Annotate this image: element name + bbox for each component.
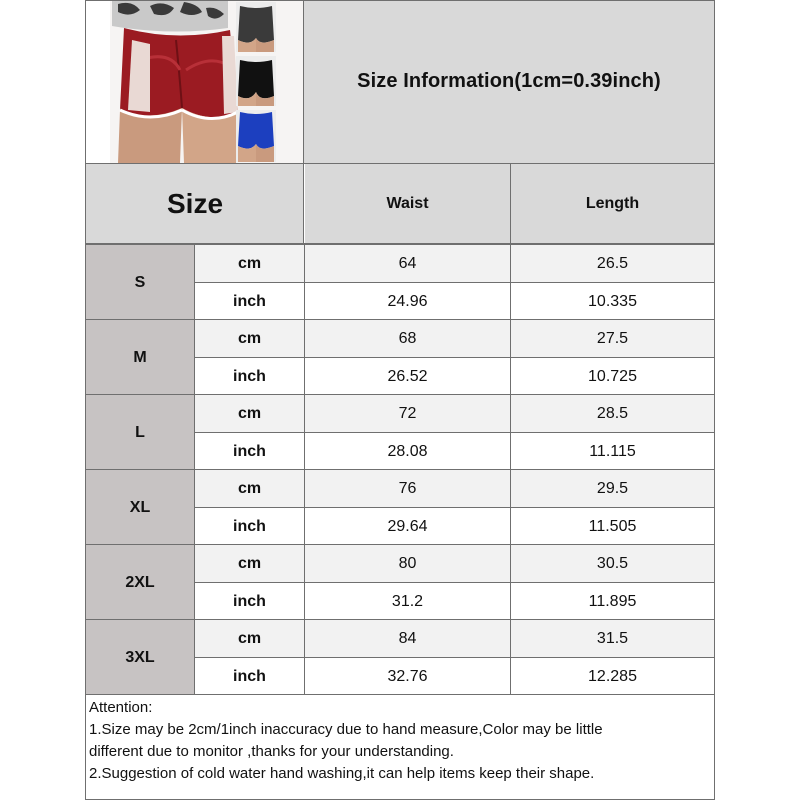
waist-value: 72	[305, 395, 510, 432]
unit-label: cm	[195, 245, 304, 282]
waist-value: 28.08	[305, 433, 510, 470]
unit-label: inch	[195, 283, 304, 320]
note-line-2: 2.Suggestion of cold water hand washing,it can help items keep their shape.	[89, 765, 595, 782]
shorts-illustration	[110, 0, 303, 163]
grid-line	[85, 469, 715, 470]
length-value: 27.5	[511, 320, 714, 357]
header-waist: Waist	[305, 164, 510, 243]
grid-line	[85, 319, 715, 320]
notes-heading: Attention:	[89, 699, 153, 716]
waist-value: 64	[305, 245, 510, 282]
header-length: Length	[511, 164, 714, 243]
note-line-1b: different due to monitor ,thanks for your understanding.	[89, 743, 454, 760]
grid-line	[85, 394, 715, 395]
waist-value: 31.2	[305, 583, 510, 620]
grid-line	[85, 0, 715, 1]
length-value: 11.895	[511, 583, 714, 620]
title-cell	[304, 0, 714, 163]
grid-line	[303, 0, 304, 244]
grid-line	[85, 694, 715, 695]
grid-line	[510, 163, 511, 694]
note-line-1a: 1.Size may be 2cm/1inch inaccuracy due to hand measure,Color may be little	[89, 721, 603, 738]
attention-notes	[89, 697, 713, 785]
unit-label: inch	[195, 433, 304, 470]
length-value: 11.505	[511, 508, 714, 545]
waist-value: 29.64	[305, 508, 510, 545]
grid-line	[194, 582, 715, 583]
product-photo	[110, 0, 303, 163]
length-value: 10.335	[511, 283, 714, 320]
waist-value: 76	[305, 470, 510, 507]
waist-value: 32.76	[305, 658, 510, 695]
grid-line	[194, 507, 715, 508]
grid-line	[85, 619, 715, 620]
size-label: S	[86, 245, 194, 320]
waist-value: 24.96	[305, 283, 510, 320]
length-value: 11.115	[511, 433, 714, 470]
header-size-label: Size	[166, 187, 224, 219]
size-label: 2XL	[86, 545, 194, 620]
unit-label: inch	[195, 658, 304, 695]
unit-label: cm	[195, 395, 304, 432]
grid-line	[194, 357, 715, 358]
grid-line	[714, 0, 715, 800]
length-value: 26.5	[511, 245, 714, 282]
size-label: 3XL	[86, 620, 194, 695]
waist-value: 84	[305, 620, 510, 657]
unit-label: inch	[195, 358, 304, 395]
grid-line	[194, 657, 715, 658]
size-label: XL	[86, 470, 194, 545]
unit-label: inch	[195, 508, 304, 545]
grid-line	[194, 432, 715, 433]
chart-title: Size Information(1cm=0.39inch)	[357, 70, 661, 92]
grid-line	[85, 163, 715, 164]
unit-label: cm	[195, 545, 304, 582]
waist-value: 80	[305, 545, 510, 582]
size-label: L	[86, 395, 194, 470]
length-value: 12.285	[511, 658, 714, 695]
waist-value: 68	[305, 320, 510, 357]
length-value: 29.5	[511, 470, 714, 507]
grid-line	[194, 282, 715, 283]
grid-line	[85, 544, 715, 545]
length-value: 10.725	[511, 358, 714, 395]
unit-label: cm	[195, 470, 304, 507]
waist-value: 26.52	[305, 358, 510, 395]
unit-label: cm	[195, 320, 304, 357]
length-value: 30.5	[511, 545, 714, 582]
length-value: 28.5	[511, 395, 714, 432]
grid-line	[85, 0, 86, 800]
length-value: 31.5	[511, 620, 714, 657]
unit-label: cm	[195, 620, 304, 657]
grid-line	[85, 244, 715, 245]
header-size	[86, 164, 304, 243]
unit-label: inch	[195, 583, 304, 620]
size-label: M	[86, 320, 194, 395]
